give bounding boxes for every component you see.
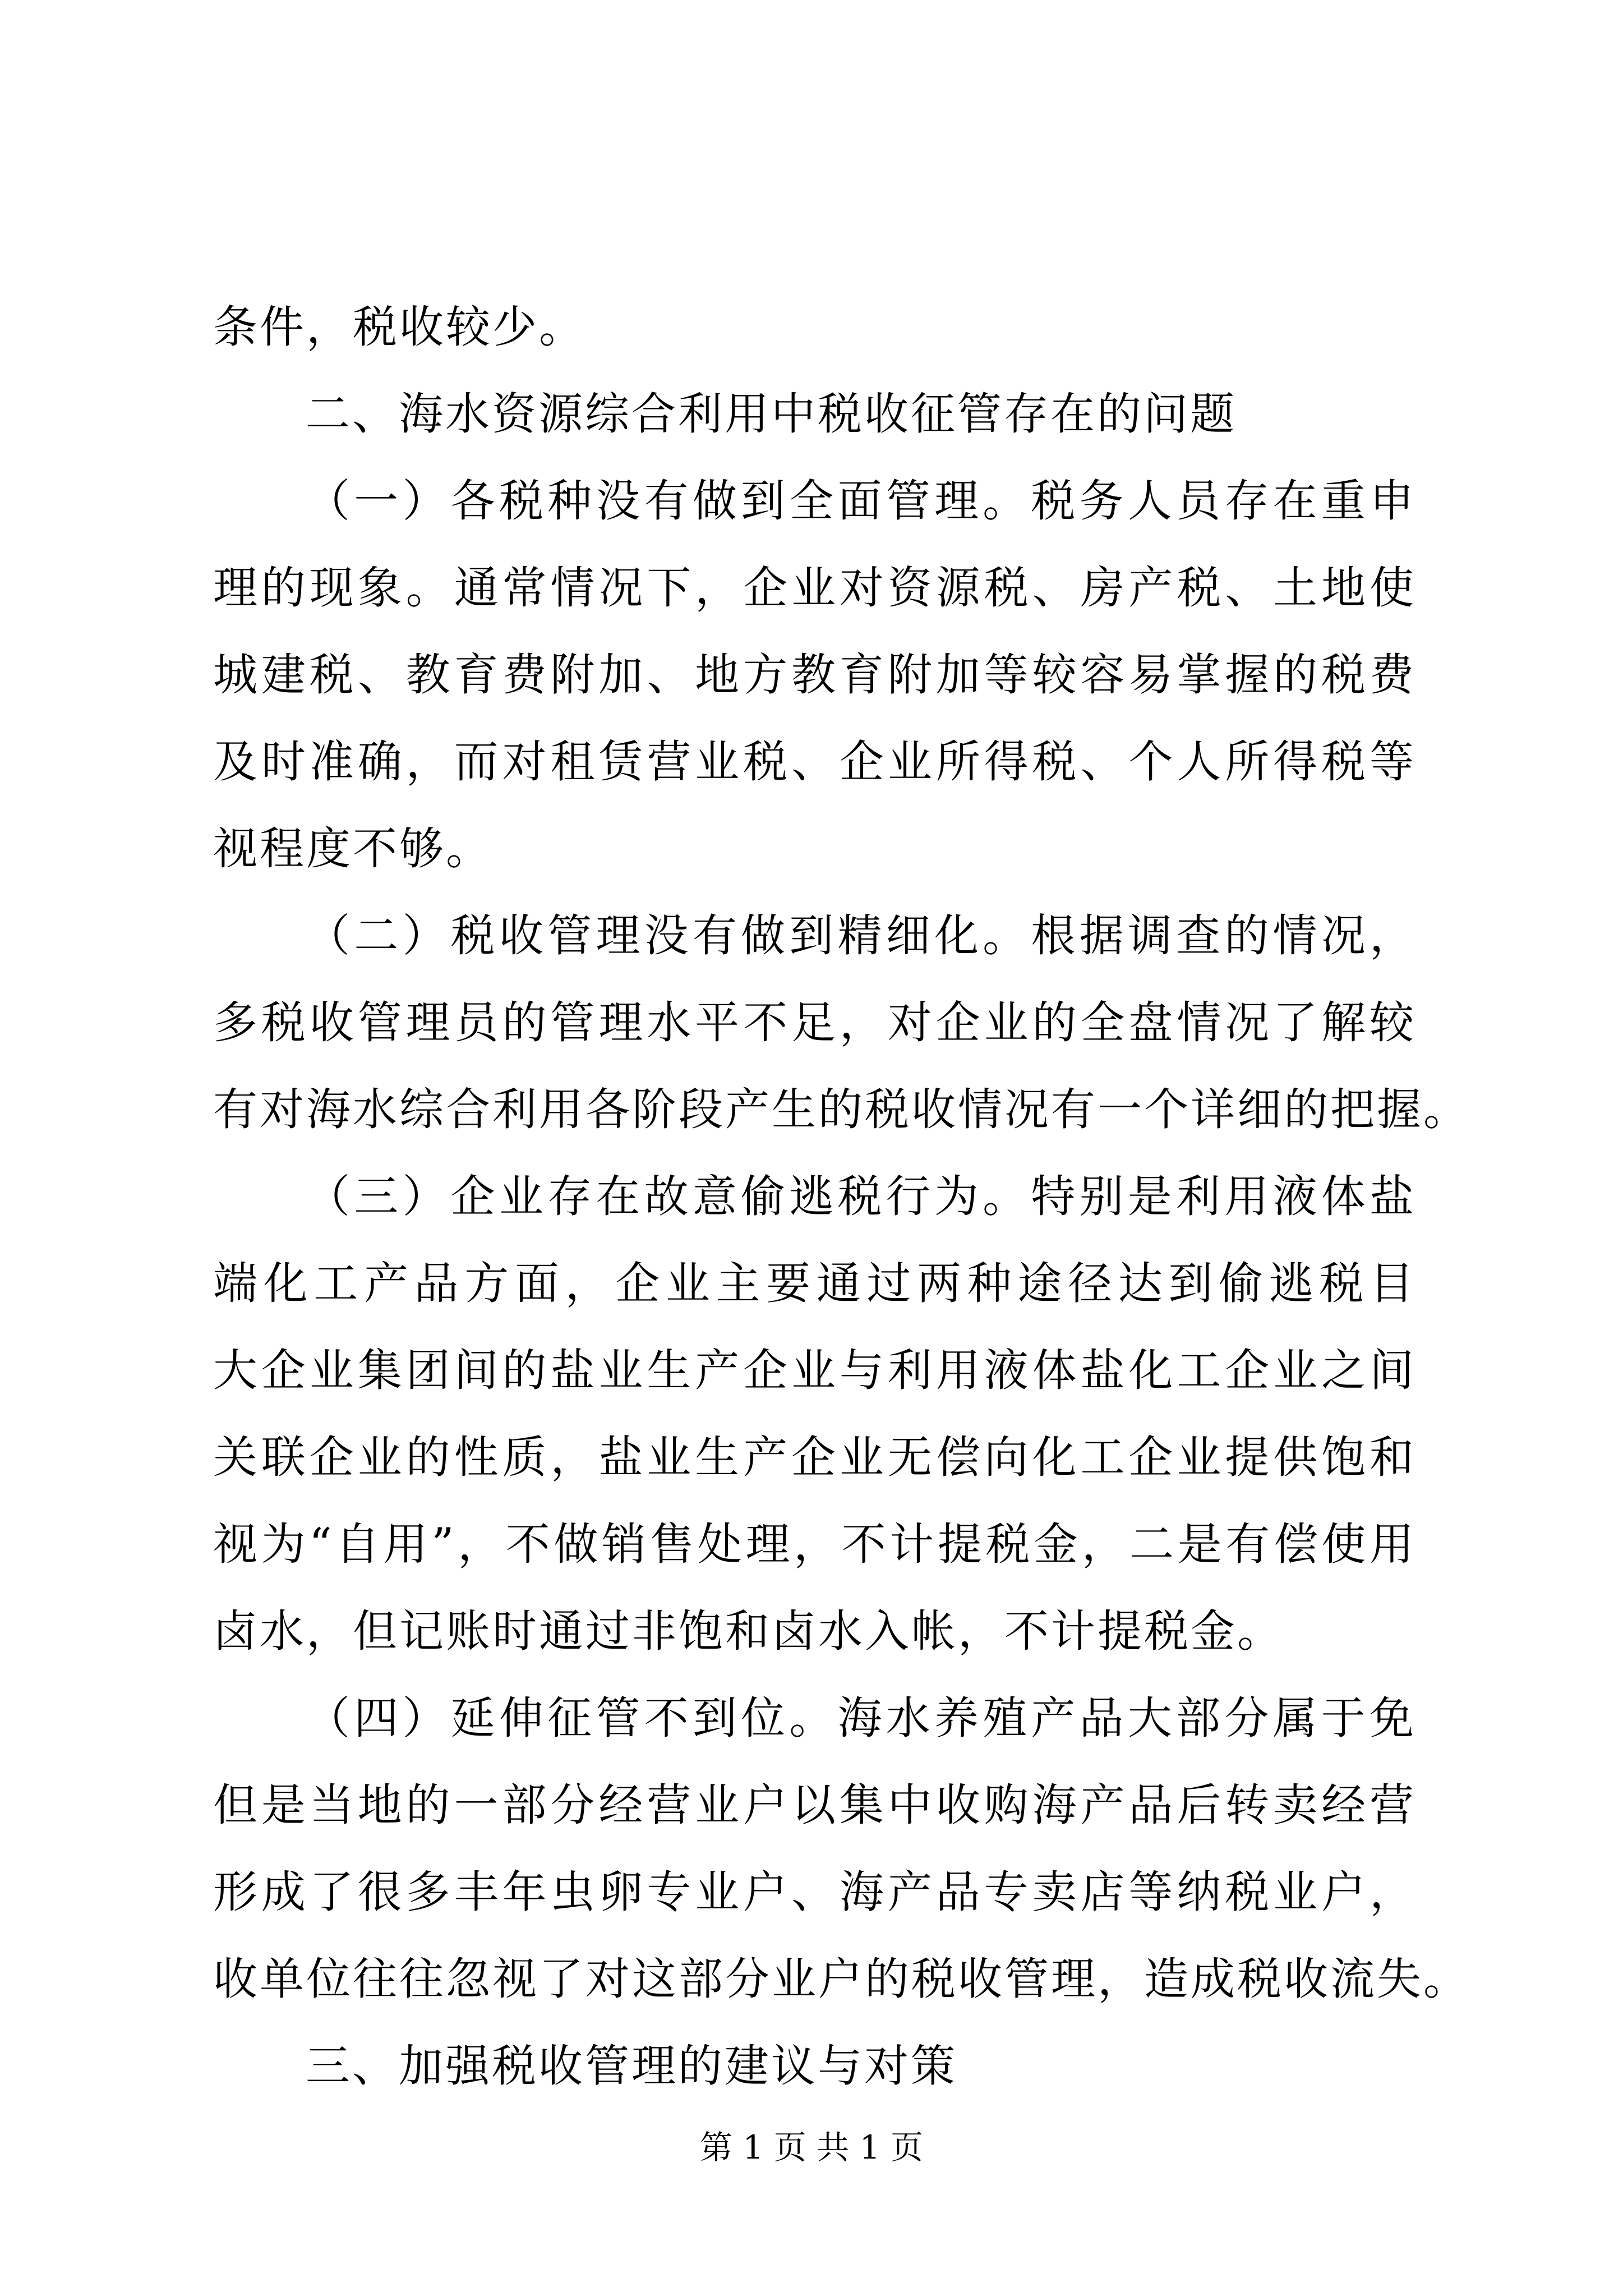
paragraph-line: 但是当地的一部分经营业户以集中收购海产品后转卖经营 bbox=[213, 1779, 1416, 1831]
paragraph-line: 条件，税收较少。 bbox=[213, 301, 585, 353]
paragraph-line: 关联企业的性质，盐业生产企业无偿向化工企业提供饱和 bbox=[213, 1432, 1416, 1483]
paragraph-line: 多税收管理员的管理水平不足，对企业的全盘情况了解较 bbox=[213, 997, 1416, 1048]
section-heading: 三、加强税收管理的建议与对策 bbox=[306, 2040, 957, 2092]
paragraph-line: （四）延伸征管不到位。海水养殖产品大部分属于免 bbox=[306, 1692, 1416, 1744]
paragraph-line: 有对海水综合利用各阶段产生的税收情况有一个详细的把握。 bbox=[213, 1084, 1470, 1135]
paragraph-line: （一）各税种没有做到全面管理。税务人员存在重申 bbox=[306, 475, 1416, 527]
paragraph-line: 形成了很多丰年虫卵专业户、海产品专卖店等纳税业户， bbox=[213, 1866, 1416, 1918]
paragraph-line: 及时准确，而对租赁营业税、企业所得税、个人所得税等 bbox=[213, 736, 1416, 788]
paragraph-line: 视程度不够。 bbox=[213, 823, 492, 875]
paragraph-line: 理的现象。通常情况下，企业对资源税、房产税、土地使 bbox=[213, 562, 1416, 614]
paragraph-line: 卤水，但记账时通过非饱和卤水入帐，不计提税金。 bbox=[213, 1605, 1284, 1657]
page-footer: 第 1 页 共 1 页 bbox=[700, 2128, 923, 2166]
paragraph-line: 收单位往往忽视了对这部分业户的税收管理，造成税收流失。 bbox=[213, 1953, 1470, 2005]
paragraph-line: 视为“自用”，不做销售处理，不计提税金，二是有偿使用 bbox=[213, 1519, 1416, 1570]
paragraph-line: 大企业集团间的盐业生产企业与利用液体盐化工企业之间 bbox=[213, 1345, 1416, 1396]
paragraph-line: （三）企业存在故意偷逃税行为。特别是利用液体盐 bbox=[306, 1171, 1416, 1222]
paragraph-line: 端化工产品方面，企业主要通过两种途径达到偷逃税目 bbox=[213, 1258, 1416, 1309]
paragraph-line: 城建税、教育费附加、地方教育附加等较容易掌握的税费 bbox=[213, 649, 1416, 701]
section-heading: 二、海水资源综合利用中税收征管存在的问题 bbox=[306, 388, 1237, 440]
paragraph-line: （二）税收管理没有做到精细化。根据调查的情况， bbox=[306, 910, 1416, 961]
